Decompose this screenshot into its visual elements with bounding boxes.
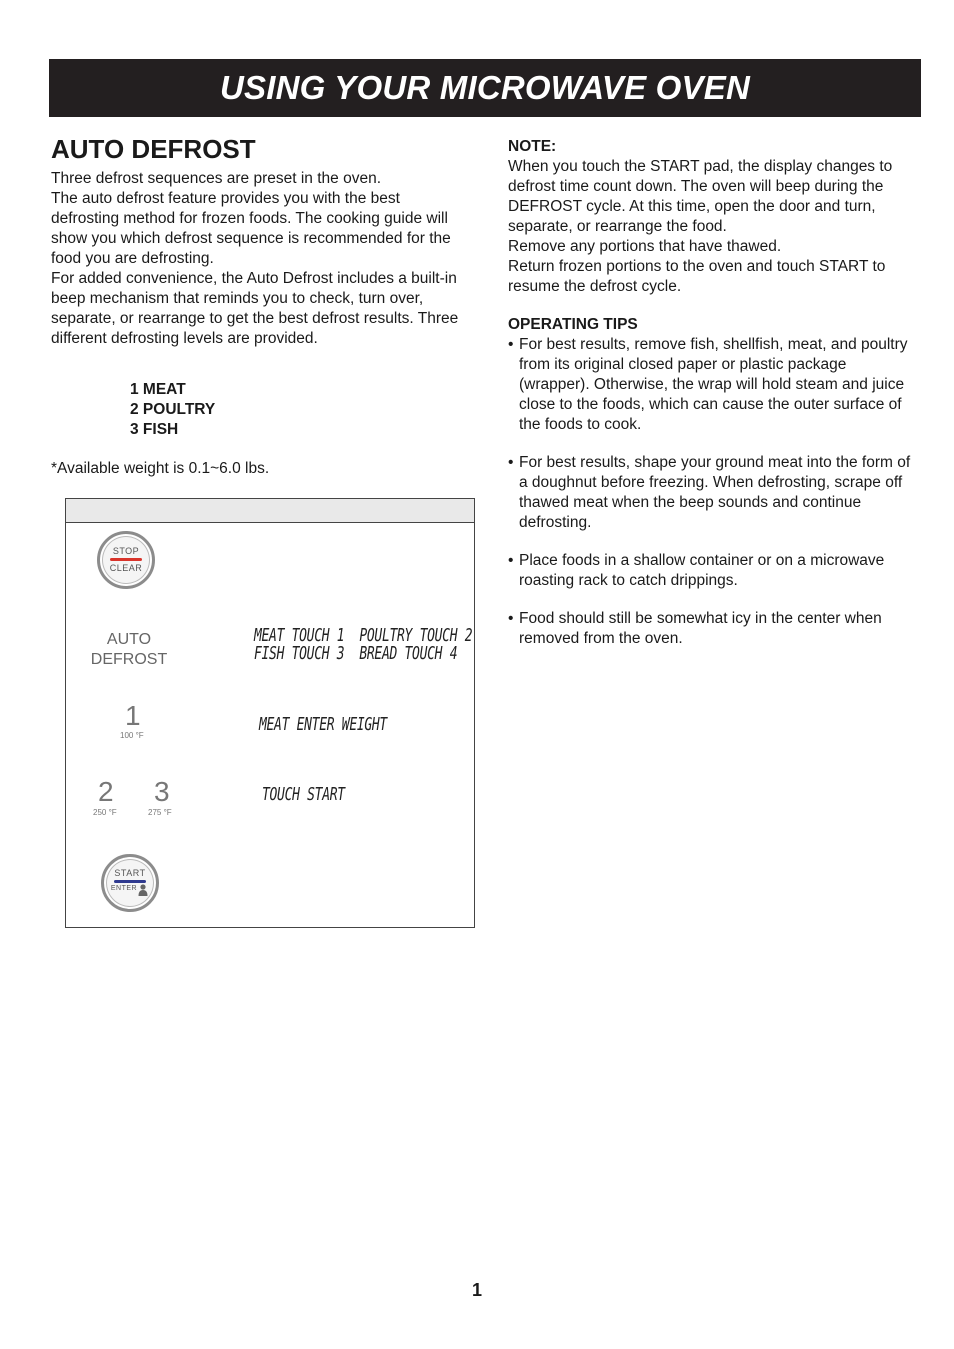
level-item: 3 FISH: [130, 421, 179, 438]
display-touch-start: TOUCH START: [262, 785, 345, 806]
display-line-2: FISH TOUCH 3 BREAD TOUCH 4: [254, 644, 458, 665]
intro-paragraph: Three defrost sequences are preset in the oven.: [51, 170, 382, 187]
number-1-key: 1: [125, 700, 141, 731]
enter-label: ENTER: [110, 885, 138, 892]
tip-text: Place foods in a shallow container or on a microwave roasting rack to catch drippings.: [519, 552, 885, 589]
level-item: 2 POULTRY: [130, 401, 216, 418]
stop-clear-button-icon: [97, 531, 155, 589]
start-label: START: [114, 868, 146, 878]
tips-title: OPERATING TIPS: [508, 316, 638, 333]
person-icon: [138, 884, 148, 896]
note-title: NOTE:: [508, 138, 557, 155]
page-number: 1: [471, 1280, 482, 1300]
intro-paragraph: The auto defrost feature provides you with the best defrosting method for frozen foods. The cooking guide will show you which defrost sequence is recommended for the food you are defrosting.: [51, 190, 451, 267]
control-panel-illustration: [65, 498, 475, 928]
start-blue-bar: [114, 880, 146, 883]
stop-red-bar: [110, 558, 142, 561]
tip-item: • For best results, remove fish, shellfish, meat, and poultry from its original closed paper or plastic package (wrapper). Otherwise, the wrap will hold steam and juice close to the foods, which can cause the outer surface of the foods to cook.: [508, 336, 908, 433]
auto-defrost-key: [84, 630, 174, 670]
display-enter-weight: MEAT ENTER WEIGHT: [259, 715, 387, 736]
tip-item: • For best results, shape your ground meat into the form of a doughnut before freezing. When defrosting, scrape off thawed meat when the beep sounds and continue defrosting.: [508, 454, 911, 531]
defrost-levels-list: [130, 380, 215, 440]
auto-defrost-line: AUTO: [106, 631, 152, 648]
key-1-temp: 100 °F: [120, 731, 144, 740]
start-enter-button-icon: [101, 854, 159, 912]
display-line-1: MEAT TOUCH 1 POULTRY TOUCH 2: [254, 626, 473, 647]
tip-item: • Place foods in a shallow container or on a microwave roasting rack to catch drippings.: [508, 552, 885, 589]
page-header-banner: [49, 59, 921, 117]
tip-item: • Food should still be somewhat icy in the center when removed from the oven.: [508, 610, 882, 647]
tip-text: For best results, remove fish, shellfish, meat, and poultry from its original closed paper or plastic package (wrapper). Otherwise, the wrap will hold steam and juice close to the foods, which can cause the outer surface of the foods to cook.: [519, 336, 908, 433]
number-3-key: 3: [154, 776, 170, 807]
note-line: Return frozen portions to the oven and touch START to resume the defrost cycle.: [508, 258, 886, 295]
tip-text: Food should still be somewhat icy in the center when removed from the oven.: [519, 610, 882, 647]
stop-label: STOP: [112, 546, 140, 556]
panel-header-bar: [66, 499, 474, 523]
section-title: AUTO DEFROST: [51, 134, 256, 164]
available-weight-note: *Available weight is 0.1~6.0 lbs.: [51, 460, 270, 477]
intro-text: [51, 169, 471, 349]
tip-text: For best results, shape your ground meat into the form of a doughnut before freezing. When defrosting, scrape off thawed meat when the beep sounds and continue defrosting.: [519, 454, 911, 531]
intro-paragraph: For added convenience, the Auto Defrost includes a built-in beep mechanism that reminds you to check, turn over, separate, or rearrange to get the best defrost results. Three different defrosting levels are provided.: [51, 270, 459, 347]
auto-defrost-line: DEFROST: [90, 651, 168, 668]
page-title: USING YOUR MICROWAVE OVEN: [219, 69, 750, 106]
clear-label: CLEAR: [109, 563, 143, 573]
level-item: 1 MEAT: [130, 381, 186, 398]
number-2-key: 2: [98, 776, 114, 807]
key-3-temp: 275 °F: [148, 808, 172, 817]
note-line: When you touch the START pad, the display changes to defrost time count down. The oven will beep during the DEFROST cycle. At this time, open the door and turn, separate, or rearrange the food.: [508, 158, 893, 235]
right-column: [508, 137, 920, 649]
note-line: Remove any portions that have thawed.: [508, 238, 782, 255]
key-2-temp: 250 °F: [93, 808, 117, 817]
